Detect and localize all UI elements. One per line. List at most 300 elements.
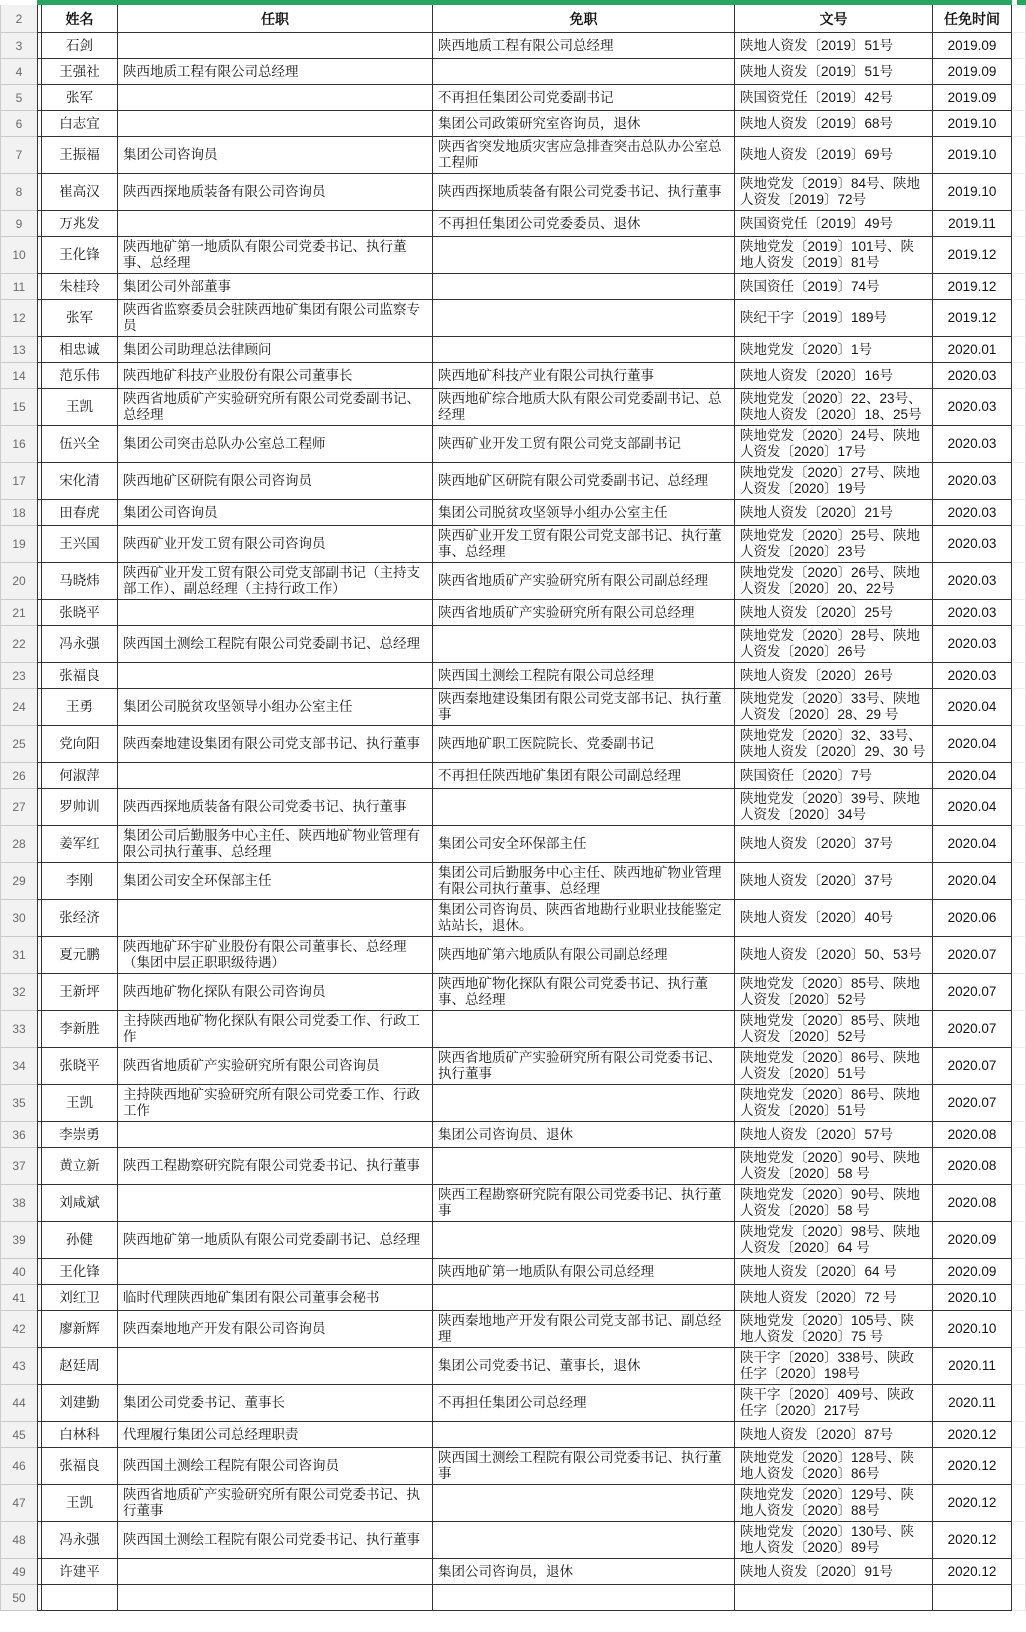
appoint-cell[interactable]: 陕西西探地质装备有限公司党委书记、执行董事 [118,789,433,826]
doc-cell[interactable]: 陕干字〔2020〕338号、陕政任字〔2020〕198号 [735,1348,933,1385]
date-cell[interactable]: 2020.10 [933,1311,1012,1348]
appoint-cell[interactable]: 陕西秦地建设集团有限公司党支部书记、执行董事 [118,726,433,763]
date-cell[interactable]: 2020.12 [933,1559,1012,1585]
dismiss-cell[interactable]: 不再担任集团公司党委副书记 [433,85,735,111]
doc-cell[interactable]: 陕国资党任〔2019〕42号 [735,85,933,111]
name-cell[interactable]: 石剑 [42,33,118,59]
appoint-cell[interactable]: 集团公司咨询员 [118,500,433,526]
row-number-cell[interactable]: 38 [0,1185,37,1222]
row-number-cell[interactable]: 28 [0,826,37,863]
dismiss-cell[interactable]: 陕西秦地建设集团有限公司党支部书记、执行董事 [433,689,735,726]
row-number-cell[interactable]: 26 [0,763,37,789]
appoint-cell[interactable] [118,111,433,137]
header-doc-cell[interactable]: 文号 [735,5,933,33]
date-cell[interactable]: 2020.03 [933,563,1012,600]
date-cell[interactable]: 2019.09 [933,85,1012,111]
dismiss-cell[interactable]: 陕西省地质矿产实验研究所有限公司总经理 [433,600,735,626]
row-number-cell[interactable]: 5 [0,85,37,111]
name-cell[interactable]: 刘建勤 [42,1385,118,1422]
date-cell[interactable]: 2020.07 [933,937,1012,974]
appoint-cell[interactable]: 陕西国土测绘工程院有限公司党委书记、执行董事 [118,1522,433,1559]
doc-cell[interactable]: 陕地人资发〔2020〕50、53号 [735,937,933,974]
doc-cell[interactable]: 陕地人资发〔2020〕64 号 [735,1259,933,1285]
name-cell[interactable]: 范乐伟 [42,363,118,389]
row-number-cell[interactable]: 7 [0,137,37,174]
appoint-cell[interactable] [118,1585,433,1611]
dismiss-cell[interactable] [433,237,735,274]
row-number-cell[interactable]: 42 [0,1311,37,1348]
doc-cell[interactable]: 陕地党发〔2020〕1号 [735,337,933,363]
row-number-cell[interactable]: 35 [0,1085,37,1122]
row-number-cell[interactable]: 41 [0,1285,37,1311]
doc-cell[interactable]: 陕地党发〔2020〕130号、陕地人资发〔2020〕89号 [735,1522,933,1559]
dismiss-cell[interactable]: 集团公司安全环保部主任 [433,826,735,863]
doc-cell[interactable]: 陕地人资发〔2020〕21号 [735,500,933,526]
dismiss-cell[interactable]: 不再担任集团公司总经理 [433,1385,735,1422]
dismiss-cell[interactable] [433,1422,735,1448]
row-number-cell[interactable]: 27 [0,789,37,826]
date-cell[interactable]: 2020.10 [933,1285,1012,1311]
appoint-cell[interactable] [118,1559,433,1585]
dismiss-cell[interactable] [433,1011,735,1048]
row-number-cell[interactable]: 43 [0,1348,37,1385]
row-number-cell[interactable]: 48 [0,1522,37,1559]
name-cell[interactable]: 王凯 [42,389,118,426]
dismiss-cell[interactable] [433,1585,735,1611]
name-cell[interactable]: 罗帅训 [42,789,118,826]
date-cell[interactable]: 2019.10 [933,137,1012,174]
row-number-cell[interactable]: 8 [0,174,37,211]
appoint-cell[interactable]: 集团公司外部董事 [118,274,433,300]
row-number-cell[interactable]: 47 [0,1485,37,1522]
date-cell[interactable]: 2020.12 [933,1422,1012,1448]
name-cell[interactable]: 黄立新 [42,1148,118,1185]
appoint-cell[interactable] [118,85,433,111]
dismiss-cell[interactable]: 陕西国土测绘工程院有限公司总经理 [433,663,735,689]
date-cell[interactable]: 2020.03 [933,600,1012,626]
date-cell[interactable]: 2019.10 [933,111,1012,137]
appoint-cell[interactable] [118,600,433,626]
empty-area [1012,1011,1026,1048]
dismiss-cell[interactable] [433,1522,735,1559]
dismiss-cell[interactable] [433,337,735,363]
row-number-cell[interactable]: 2 [0,5,37,33]
dismiss-cell[interactable]: 陕西矿业开发工贸有限公司党支部书记、执行董事、总经理 [433,526,735,563]
date-cell[interactable]: 2020.03 [933,626,1012,663]
appoint-cell[interactable]: 陕西地矿第一地质队有限公司党委书记、执行董事、总经理 [118,237,433,274]
name-cell[interactable]: 王兴国 [42,526,118,563]
appoint-cell[interactable]: 集团公司党委书记、董事长 [118,1385,433,1422]
date-cell[interactable]: 2020.04 [933,763,1012,789]
name-cell[interactable]: 张军 [42,300,118,337]
name-cell[interactable]: 张晓平 [42,600,118,626]
row-number-cell[interactable]: 16 [0,426,37,463]
doc-cell[interactable]: 陕国资党任〔2019〕49号 [735,211,933,237]
appoint-cell[interactable] [118,1259,433,1285]
appoint-cell[interactable]: 陕西国土测绘工程院有限公司咨询员 [118,1448,433,1485]
appoint-cell[interactable]: 陕西省监察委员会驻陕西地矿集团有限公司监察专员 [118,300,433,337]
date-cell[interactable]: 2020.03 [933,389,1012,426]
dismiss-cell[interactable] [433,626,735,663]
name-cell[interactable]: 廖新辉 [42,1311,118,1348]
doc-cell[interactable]: 陕干字〔2020〕409号、陕政任字〔2020〕217号 [735,1385,933,1422]
name-cell[interactable]: 王凯 [42,1485,118,1522]
date-cell[interactable]: 2020.08 [933,1148,1012,1185]
date-cell[interactable]: 2020.04 [933,826,1012,863]
dismiss-cell[interactable] [433,1085,735,1122]
empty-area [1012,211,1026,237]
doc-cell[interactable]: 陕地人资发〔2019〕68号 [735,111,933,137]
name-cell[interactable] [42,1585,118,1611]
name-cell[interactable]: 冯永强 [42,1522,118,1559]
dismiss-cell[interactable]: 陕西地矿综合地质大队有限公司党委副书记、总经理 [433,389,735,426]
row-number-cell[interactable]: 20 [0,563,37,600]
name-cell[interactable]: 张晓平 [42,1048,118,1085]
dismiss-cell[interactable]: 陕西秦地地产开发有限公司党支部书记、副总经理 [433,1311,735,1348]
date-cell[interactable]: 2019.12 [933,300,1012,337]
date-cell[interactable]: 2020.03 [933,426,1012,463]
doc-cell[interactable] [735,1585,933,1611]
doc-cell[interactable]: 陕地党发〔2020〕25号、陕地人资发〔2020〕23号 [735,526,933,563]
row-number-cell[interactable]: 14 [0,363,37,389]
appoint-cell[interactable]: 陕西地矿环宇矿业股份有限公司董事长、总经理（集团中层正职职级待遇） [118,937,433,974]
date-cell[interactable]: 2020.08 [933,1122,1012,1148]
date-cell[interactable]: 2020.04 [933,726,1012,763]
row-number-cell[interactable]: 44 [0,1385,37,1422]
empty-area [1012,789,1026,826]
name-cell[interactable]: 张经济 [42,900,118,937]
doc-cell[interactable]: 陕地党发〔2020〕28号、陕地人资发〔2020〕26号 [735,626,933,663]
doc-cell[interactable]: 陕地党发〔2020〕39号、陕地人资发〔2020〕34号 [735,789,933,826]
dismiss-cell[interactable]: 陕西地质工程有限公司总经理 [433,33,735,59]
doc-cell[interactable]: 陕地人资发〔2020〕57号 [735,1122,933,1148]
dismiss-cell[interactable]: 陕西地矿第一地质队有限公司总经理 [433,1259,735,1285]
row-number-cell[interactable]: 37 [0,1148,37,1185]
row-number-cell[interactable]: 21 [0,600,37,626]
row-number-cell[interactable]: 33 [0,1011,37,1048]
appoint-cell[interactable]: 陕西工程勘察研究院有限公司党委书记、执行董事 [118,1148,433,1185]
dismiss-cell[interactable] [433,1222,735,1259]
name-cell[interactable]: 崔高汉 [42,174,118,211]
name-cell[interactable]: 李刚 [42,863,118,900]
name-cell[interactable]: 田春虎 [42,500,118,526]
dismiss-cell[interactable] [433,59,735,85]
date-cell[interactable]: 2020.07 [933,974,1012,1011]
name-cell[interactable]: 王振福 [42,137,118,174]
name-cell[interactable]: 伍兴全 [42,426,118,463]
dismiss-cell[interactable] [433,1485,735,1522]
row-number-cell[interactable]: 40 [0,1259,37,1285]
name-cell[interactable]: 刘咸斌 [42,1185,118,1222]
date-cell[interactable]: 2020.03 [933,663,1012,689]
dismiss-cell[interactable]: 陕西省突发地质灾害应急排查突击总队办公室总工程师 [433,137,735,174]
doc-cell[interactable]: 陕地党发〔2019〕84号、陕地人资发〔2019〕72号 [735,174,933,211]
row-number-cell[interactable]: 13 [0,337,37,363]
appoint-cell[interactable]: 主持陕西地矿物化探队有限公司党委工作、行政工作 [118,1011,433,1048]
header-name-cell[interactable]: 姓名 [42,5,118,33]
appoint-cell[interactable] [118,211,433,237]
doc-cell[interactable]: 陕地人资发〔2020〕91号 [735,1559,933,1585]
row-number-cell[interactable]: 46 [0,1448,37,1485]
date-cell[interactable]: 2020.09 [933,1259,1012,1285]
appoint-cell[interactable]: 主持陕西地矿实验研究所有限公司党委工作、行政工作 [118,1085,433,1122]
date-cell[interactable]: 2019.11 [933,211,1012,237]
name-cell[interactable]: 王勇 [42,689,118,726]
name-cell[interactable]: 张福良 [42,1448,118,1485]
row-number-cell[interactable]: 18 [0,500,37,526]
row-number-cell[interactable]: 12 [0,300,37,337]
name-cell[interactable]: 李崇勇 [42,1122,118,1148]
dismiss-cell[interactable] [433,1285,735,1311]
table-row [0,563,1026,600]
name-cell[interactable]: 万兆发 [42,211,118,237]
doc-cell[interactable]: 陕地人资发〔2020〕72 号 [735,1285,933,1311]
doc-cell[interactable]: 陕地党发〔2020〕85号、陕地人资发〔2020〕52号 [735,1011,933,1048]
header-date-cell[interactable]: 任免时间 [933,5,1012,33]
date-cell[interactable]: 2019.12 [933,237,1012,274]
name-cell[interactable]: 赵廷周 [42,1348,118,1385]
appoint-cell[interactable]: 陕西矿业开发工贸有限公司咨询员 [118,526,433,563]
appoint-cell[interactable]: 集团公司脱贫攻坚领导小组办公室主任 [118,689,433,726]
row-number-cell[interactable]: 23 [0,663,37,689]
doc-cell[interactable]: 陕地党发〔2020〕32、33号、陕地人资发〔2020〕29、30 号 [735,726,933,763]
appoint-cell[interactable]: 陕西省地质矿产实验研究所有限公司党委书记、执行董事 [118,1485,433,1522]
date-cell[interactable]: 2020.12 [933,1522,1012,1559]
dismiss-cell[interactable]: 集团公司咨询员、陕西省地勘行业职业技能鉴定站站长，退休。 [433,900,735,937]
appoint-cell[interactable]: 集团公司突击总队办公室总工程师 [118,426,433,463]
name-cell[interactable]: 马晓炜 [42,563,118,600]
row-number-cell[interactable]: 4 [0,59,37,85]
doc-cell[interactable]: 陕地党发〔2020〕129号、陕地人资发〔2020〕88号 [735,1485,933,1522]
date-cell[interactable]: 2020.12 [933,1485,1012,1522]
date-cell[interactable]: 2020.07 [933,1085,1012,1122]
doc-cell[interactable]: 陕地党发〔2020〕33号、陕地人资发〔2020〕28、29 号 [735,689,933,726]
name-cell[interactable]: 夏元鹏 [42,937,118,974]
row-number-cell[interactable]: 50 [0,1585,37,1611]
name-cell[interactable]: 王强社 [42,59,118,85]
date-cell[interactable]: 2020.04 [933,863,1012,900]
doc-cell[interactable]: 陕地人资发〔2020〕40号 [735,900,933,937]
row-number-cell[interactable]: 11 [0,274,37,300]
date-cell[interactable]: 2020.06 [933,900,1012,937]
dismiss-cell[interactable]: 陕西省地质矿产实验研究所有限公司副总经理 [433,563,735,600]
date-cell[interactable]: 2019.12 [933,274,1012,300]
row-number-cell[interactable]: 9 [0,211,37,237]
appoint-cell[interactable]: 陕西秦地地产开发有限公司咨询员 [118,1311,433,1348]
dismiss-cell[interactable] [433,1148,735,1185]
row-number-cell[interactable]: 30 [0,900,37,937]
appoint-cell[interactable]: 陕西地矿物化探队有限公司咨询员 [118,974,433,1011]
date-cell[interactable]: 2020.04 [933,789,1012,826]
row-number-cell[interactable]: 45 [0,1422,37,1448]
appoint-cell[interactable] [118,1122,433,1148]
name-cell[interactable]: 张福良 [42,663,118,689]
name-cell[interactable]: 相忠诚 [42,337,118,363]
date-cell[interactable]: 2019.09 [933,59,1012,85]
name-cell[interactable]: 姜军红 [42,826,118,863]
appoint-cell[interactable]: 陕西地矿科技产业股份有限公司董事长 [118,363,433,389]
appoint-cell[interactable] [118,33,433,59]
row-number-cell[interactable]: 31 [0,937,37,974]
appoint-cell[interactable]: 临时代理陕西地矿集团有限公司董事会秘书 [118,1285,433,1311]
appoint-cell[interactable]: 陕西省地质矿产实验研究所有限公司党委副书记、总经理 [118,389,433,426]
doc-cell[interactable]: 陕地党发〔2020〕86号、陕地人资发〔2020〕51号 [735,1085,933,1122]
name-cell[interactable]: 张军 [42,85,118,111]
appoint-cell[interactable]: 陕西矿业开发工贸有限公司党支部副书记（主持支部工作）、副总经理（主持行政工作） [118,563,433,600]
row-number-cell[interactable]: 19 [0,526,37,563]
appoint-cell[interactable]: 陕西国土测绘工程院有限公司党委副书记、总经理 [118,626,433,663]
doc-cell[interactable]: 陕地人资发〔2019〕69号 [735,137,933,174]
doc-cell[interactable]: 陕地人资发〔2020〕16号 [735,363,933,389]
doc-cell[interactable]: 陕纪干字〔2019〕189号 [735,300,933,337]
table-row [0,1011,1026,1048]
appoint-cell[interactable] [118,900,433,937]
name-cell[interactable]: 王新坪 [42,974,118,1011]
doc-cell[interactable]: 陕地党发〔2020〕105号、陕地人资发〔2020〕75 号 [735,1311,933,1348]
date-cell[interactable] [933,1585,1012,1611]
name-cell[interactable]: 冯永强 [42,626,118,663]
doc-cell[interactable]: 陕地人资发〔2020〕37号 [735,826,933,863]
dismiss-cell[interactable]: 集团公司党委书记、董事长，退休 [433,1348,735,1385]
name-cell[interactable]: 李新胜 [42,1011,118,1048]
doc-cell[interactable]: 陕地人资发〔2020〕25号 [735,600,933,626]
row-number-cell[interactable]: 24 [0,689,37,726]
row-number-cell[interactable]: 25 [0,726,37,763]
appoint-cell[interactable]: 集团公司安全环保部主任 [118,863,433,900]
doc-cell[interactable]: 陕地人资发〔2019〕51号 [735,33,933,59]
appoint-cell[interactable] [118,763,433,789]
doc-cell[interactable]: 陕地党发〔2020〕90号、陕地人资发〔2020〕58 号 [735,1148,933,1185]
header-appoint-cell[interactable]: 任职 [118,5,433,33]
doc-cell[interactable]: 陕地党发〔2020〕24号、陕地人资发〔2020〕17号 [735,426,933,463]
appoint-cell[interactable]: 陕西地质工程有限公司总经理 [118,59,433,85]
date-cell[interactable]: 2020.12 [933,1448,1012,1485]
dismiss-cell[interactable]: 陕西西探地质装备有限公司党委书记、执行董事 [433,174,735,211]
row-number-cell[interactable]: 39 [0,1222,37,1259]
appoint-cell[interactable]: 集团公司咨询员 [118,137,433,174]
dismiss-cell[interactable]: 陕西地矿职工医院院长、党委副书记 [433,726,735,763]
row-number-cell[interactable]: 22 [0,626,37,663]
row-number-cell[interactable]: 3 [0,33,37,59]
row-number-cell[interactable]: 17 [0,463,37,500]
doc-cell[interactable]: 陕地党发〔2020〕27号、陕地人资发〔2020〕19号 [735,463,933,500]
date-cell[interactable]: 2020.03 [933,363,1012,389]
date-cell[interactable]: 2020.01 [933,337,1012,363]
doc-cell[interactable]: 陕国资任〔2019〕74号 [735,274,933,300]
doc-cell[interactable]: 陕地党发〔2020〕98号、陕地人资发〔2020〕64 号 [735,1222,933,1259]
name-cell[interactable]: 刘红卫 [42,1285,118,1311]
date-cell[interactable]: 2020.08 [933,1185,1012,1222]
dismiss-cell[interactable]: 不再担任集团公司党委委员、退休 [433,211,735,237]
name-cell[interactable]: 党向阳 [42,726,118,763]
dismiss-cell[interactable]: 集团公司脱贫攻坚领导小组办公室主任 [433,500,735,526]
dismiss-cell[interactable]: 陕西地矿物化探队有限公司党委书记、执行董事、总经理 [433,974,735,1011]
dismiss-cell[interactable]: 集团公司后勤服务中心主任、陕西地矿物业管理有限公司执行董事、总经理 [433,863,735,900]
date-cell[interactable]: 2020.11 [933,1348,1012,1385]
dismiss-cell[interactable]: 陕西省地质矿产实验研究所有限公司党委书记、执行董事 [433,1048,735,1085]
row-number-cell[interactable]: 6 [0,111,37,137]
appoint-cell[interactable] [118,663,433,689]
name-cell[interactable]: 王化锋 [42,1259,118,1285]
dismiss-cell[interactable]: 集团公司政策研究室咨询员，退休 [433,111,735,137]
appoint-cell[interactable]: 集团公司助理总法律顾问 [118,337,433,363]
table-row [0,826,1026,863]
name-cell[interactable]: 白志宜 [42,111,118,137]
date-cell[interactable]: 2020.03 [933,526,1012,563]
doc-cell[interactable]: 陕地人资发〔2020〕37号 [735,863,933,900]
doc-cell[interactable]: 陕地党发〔2020〕85号、陕地人资发〔2020〕52号 [735,974,933,1011]
dismiss-cell[interactable]: 陕西国土测绘工程院有限公司党委书记、执行董事 [433,1448,735,1485]
dismiss-cell[interactable]: 陕西矿业开发工贸有限公司党支部副书记 [433,426,735,463]
dismiss-cell[interactable] [433,789,735,826]
row-number-cell[interactable]: 29 [0,863,37,900]
date-cell[interactable]: 2020.03 [933,463,1012,500]
date-cell[interactable]: 2020.04 [933,689,1012,726]
date-cell[interactable]: 2020.09 [933,1222,1012,1259]
name-cell[interactable]: 白林科 [42,1422,118,1448]
dismiss-cell[interactable]: 集团公司咨询员、退休 [433,1122,735,1148]
doc-cell[interactable]: 陕地党发〔2020〕128号、陕地人资发〔2020〕86号 [735,1448,933,1485]
name-cell[interactable]: 王凯 [42,1085,118,1122]
row-number-cell[interactable]: 32 [0,974,37,1011]
dismiss-cell[interactable] [433,274,735,300]
doc-cell[interactable]: 陕地人资发〔2020〕87号 [735,1422,933,1448]
name-cell[interactable]: 朱桂玲 [42,274,118,300]
dismiss-cell[interactable]: 不再担任陕西地矿集团有限公司副总经理 [433,763,735,789]
dismiss-cell[interactable]: 陕西地矿第六地质队有限公司副总经理 [433,937,735,974]
appoint-cell[interactable]: 陕西省地质矿产实验研究所有限公司咨询员 [118,1048,433,1085]
appoint-cell[interactable]: 陕西地矿第一地质队有限公司党委副书记、总经理 [118,1222,433,1259]
doc-cell[interactable]: 陕地党发〔2020〕86号、陕地人资发〔2020〕51号 [735,1048,933,1085]
name-cell[interactable]: 宋化清 [42,463,118,500]
dismiss-cell[interactable]: 陕西地矿区研院有限公司党委副书记、总经理 [433,463,735,500]
dismiss-cell[interactable]: 陕西地矿科技产业有限公司执行董事 [433,363,735,389]
appoint-cell[interactable]: 陕西地矿区研院有限公司咨询员 [118,463,433,500]
doc-cell[interactable]: 陕地人资发〔2020〕26号 [735,663,933,689]
name-cell[interactable]: 孙健 [42,1222,118,1259]
row-number-cell[interactable]: 36 [0,1122,37,1148]
date-cell[interactable]: 2020.07 [933,1048,1012,1085]
name-cell[interactable]: 何淑萍 [42,763,118,789]
doc-cell[interactable]: 陕地党发〔2020〕90号、陕地人资发〔2020〕58 号 [735,1185,933,1222]
date-cell[interactable]: 2020.11 [933,1385,1012,1422]
date-cell[interactable]: 2020.07 [933,1011,1012,1048]
doc-cell[interactable]: 陕国资任〔2020〕7号 [735,763,933,789]
appoint-cell[interactable]: 陕西西探地质装备有限公司咨询员 [118,174,433,211]
name-cell[interactable]: 王化锋 [42,237,118,274]
name-cell[interactable]: 许建平 [42,1559,118,1585]
row-number-cell[interactable]: 15 [0,389,37,426]
dismiss-cell[interactable] [433,300,735,337]
doc-cell[interactable]: 陕地党发〔2019〕101号、陕地人资发〔2019〕81号 [735,237,933,274]
row-number-cell[interactable]: 34 [0,1048,37,1085]
appoint-cell[interactable] [118,1185,433,1222]
header-dismiss-cell[interactable]: 免职 [433,5,735,33]
date-cell[interactable]: 2020.03 [933,500,1012,526]
appoint-cell[interactable] [118,1348,433,1385]
row-number-cell[interactable]: 10 [0,237,37,274]
doc-cell[interactable]: 陕地党发〔2020〕22、23号、陕地人资发〔2020〕18、25号 [735,389,933,426]
appoint-cell[interactable]: 集团公司后勤服务中心主任、陕西地矿物业管理有限公司执行董事、总经理 [118,826,433,863]
doc-cell[interactable]: 陕地人资发〔2019〕51号 [735,59,933,85]
dismiss-cell[interactable]: 陕西工程勘察研究院有限公司党委书记、执行董事 [433,1185,735,1222]
date-cell[interactable]: 2019.09 [933,33,1012,59]
doc-cell[interactable]: 陕地党发〔2020〕26号、陕地人资发〔2020〕20、22号 [735,563,933,600]
dismiss-cell[interactable]: 集团公司咨询员，退休 [433,1559,735,1585]
row-number-cell[interactable]: 49 [0,1559,37,1585]
date-cell[interactable]: 2019.10 [933,174,1012,211]
appoint-cell[interactable]: 代理履行集团公司总经理职责 [118,1422,433,1448]
